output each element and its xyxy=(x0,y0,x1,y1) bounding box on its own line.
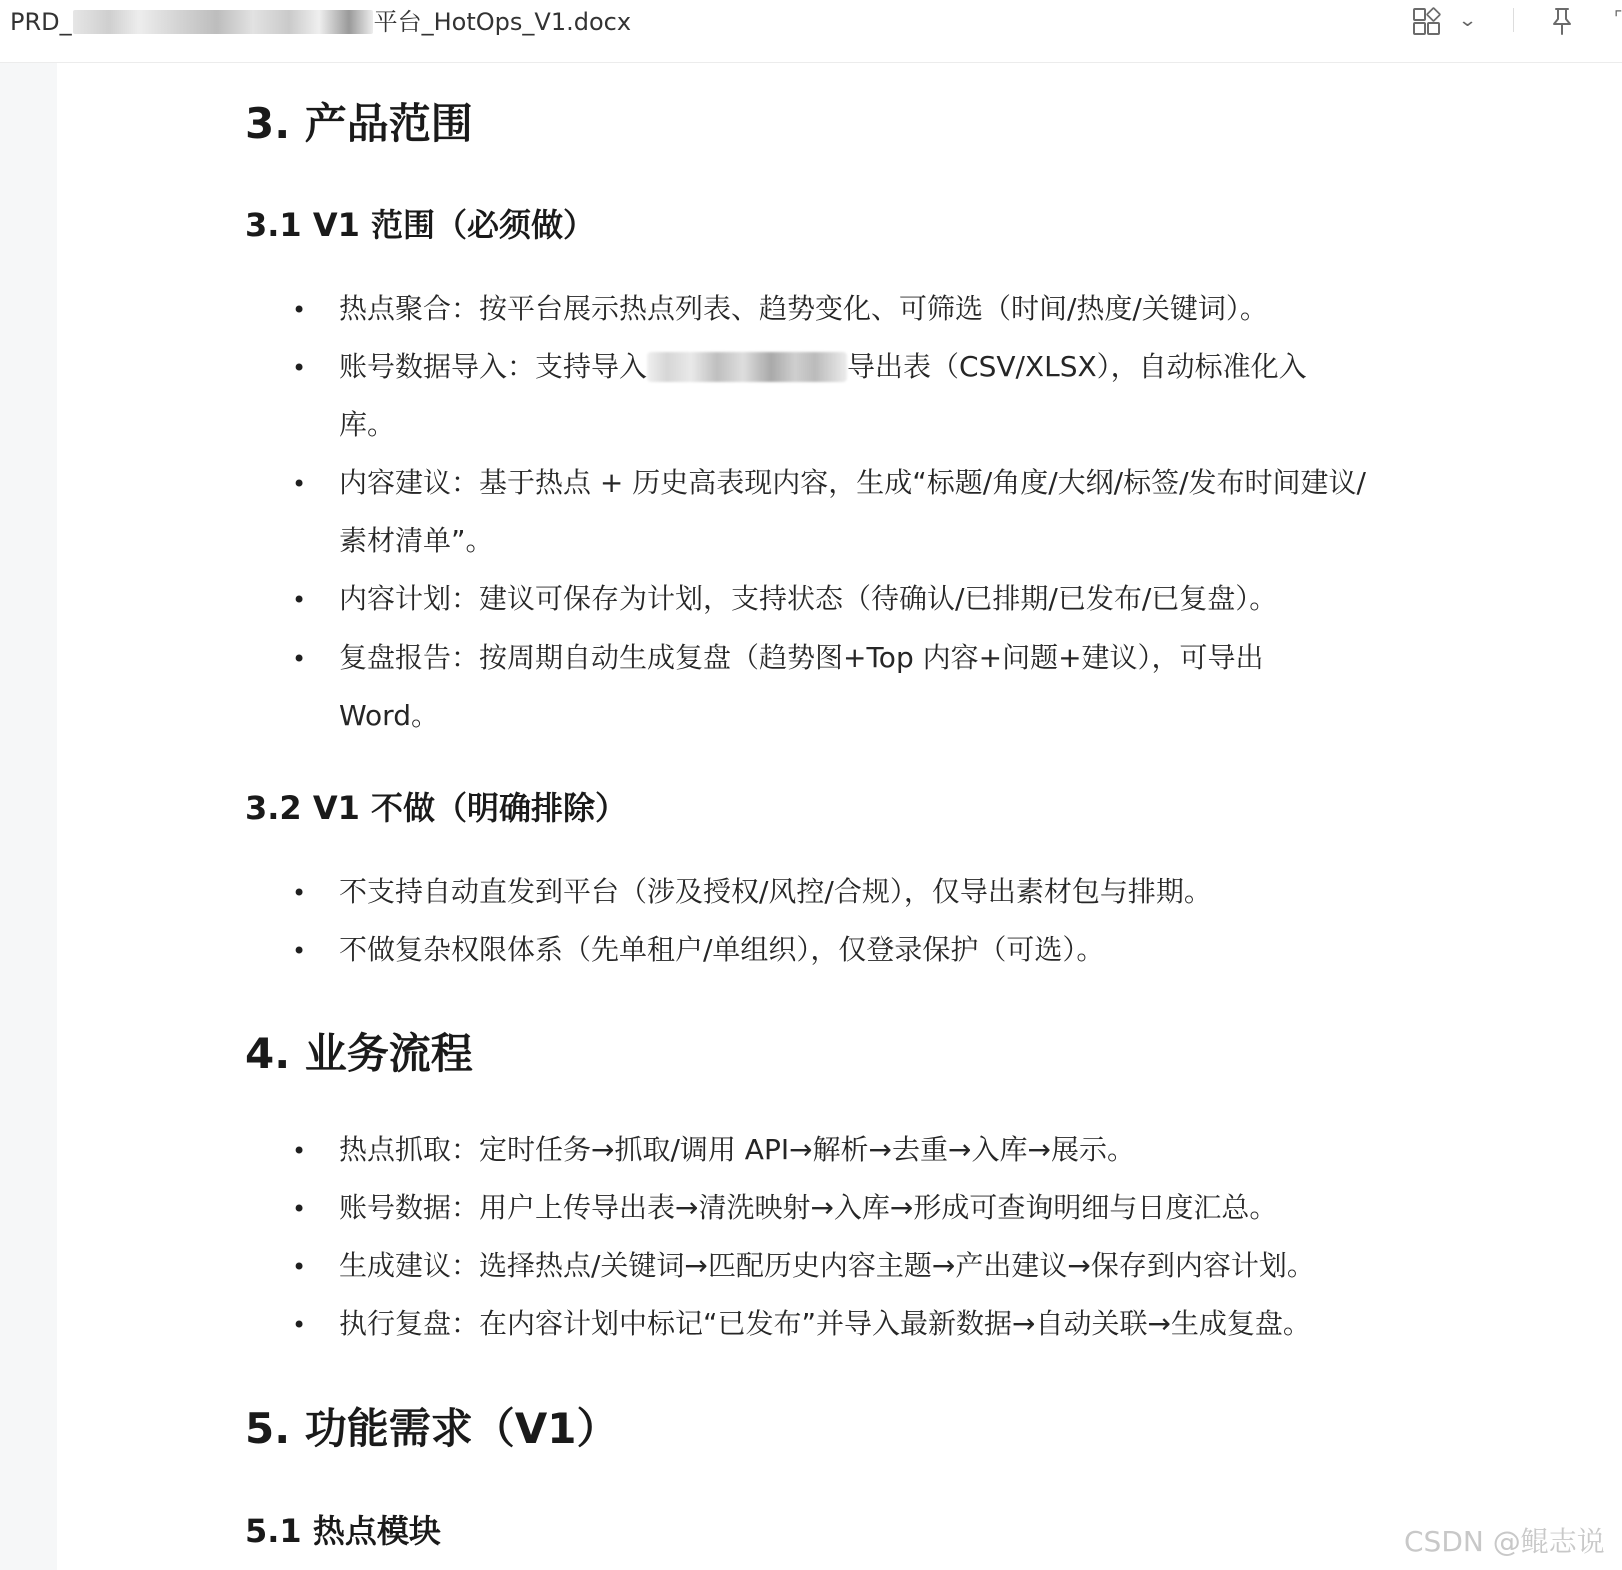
list-item: 不支持自动直发到平台（涉及授权/风控/合规），仅导出素材包与排期。 xyxy=(339,875,1212,908)
list-item-text: 导出表（CSV/XLSX），自动标准化入 xyxy=(847,350,1307,383)
bullet-dot: • xyxy=(292,1137,307,1165)
redacted-text xyxy=(647,352,847,382)
bullet-dot: • xyxy=(292,354,307,382)
bullet-dot: • xyxy=(292,879,307,907)
bullet-dot: • xyxy=(292,1195,307,1223)
chevron-down-icon[interactable]: ⌄ xyxy=(1457,10,1478,31)
heading-4: 4. 业务流程 xyxy=(245,1029,473,1078)
list-item: 执行复盘：在内容计划中标记“已发布”并导入最新数据→自动关联→生成复盘。 xyxy=(339,1307,1311,1340)
list-item xyxy=(339,338,1459,396)
heading-3-1: 3.1 V1 范围（必须做） xyxy=(245,206,596,244)
heading-5-1: 5.1 热点模块 xyxy=(245,1512,441,1550)
bullet-dot: • xyxy=(292,586,307,614)
bullet-dot: • xyxy=(292,1253,307,1281)
list-item-text: 账号数据导入：支持导入 xyxy=(339,350,648,383)
list-item: 账号数据：用户上传导出表→清洗映射→入库→形成可查询明细与日度汇总。 xyxy=(339,1191,1278,1224)
document-title-start: PRD_ xyxy=(10,8,72,36)
bullet-dot: • xyxy=(292,937,307,965)
document-title-end: 平台_HotOps_V1.docx xyxy=(373,8,632,36)
list-item-continuation: 素材清单”。 xyxy=(339,524,494,557)
list-item: 内容建议：基于热点 + 历史高表现内容，生成“标题/角度/大纲/标签/发布时间建议/ xyxy=(339,466,1366,499)
heading-3: 3. 产品范围 xyxy=(245,99,473,148)
bullet-dot: • xyxy=(292,645,307,673)
bullet-dot: • xyxy=(292,470,307,498)
list-item: 不做复杂权限体系（先单租户/单组织），仅登录保护（可选）。 xyxy=(339,933,1105,966)
list-item: 复盘报告：按周期自动生成复盘（趋势图+Top 内容+问题+建议），可导出 xyxy=(339,641,1264,674)
list-item: 生成建议：选择热点/关键词→匹配历史内容主题→产出建议→保存到内容计划。 xyxy=(339,1249,1315,1282)
list-item-continuation: 库。 xyxy=(339,408,396,441)
list-item: 热点聚合：按平台展示热点列表、趋势变化、可筛选（时间/热度/关键词）。 xyxy=(339,292,1268,325)
overflow-edge-icon: ⌜ xyxy=(1614,8,1622,29)
watermark: CSDN @鲲志说 xyxy=(1404,1525,1605,1558)
bullet-dot: • xyxy=(292,296,307,324)
bullet-dot: • xyxy=(292,1311,307,1339)
heading-5: 5. 功能需求（V1） xyxy=(245,1404,619,1453)
list-item: 内容计划：建议可保存为计划，支持状态（待确认/已排期/已发布/已复盘）。 xyxy=(339,582,1278,615)
list-item: 热点抓取：定时任务→抓取/调用 API→解析→去重→入库→展示。 xyxy=(339,1133,1135,1166)
heading-3-2: 3.2 V1 不做（明确排除） xyxy=(245,789,628,827)
list-item-continuation: Word。 xyxy=(339,699,439,732)
